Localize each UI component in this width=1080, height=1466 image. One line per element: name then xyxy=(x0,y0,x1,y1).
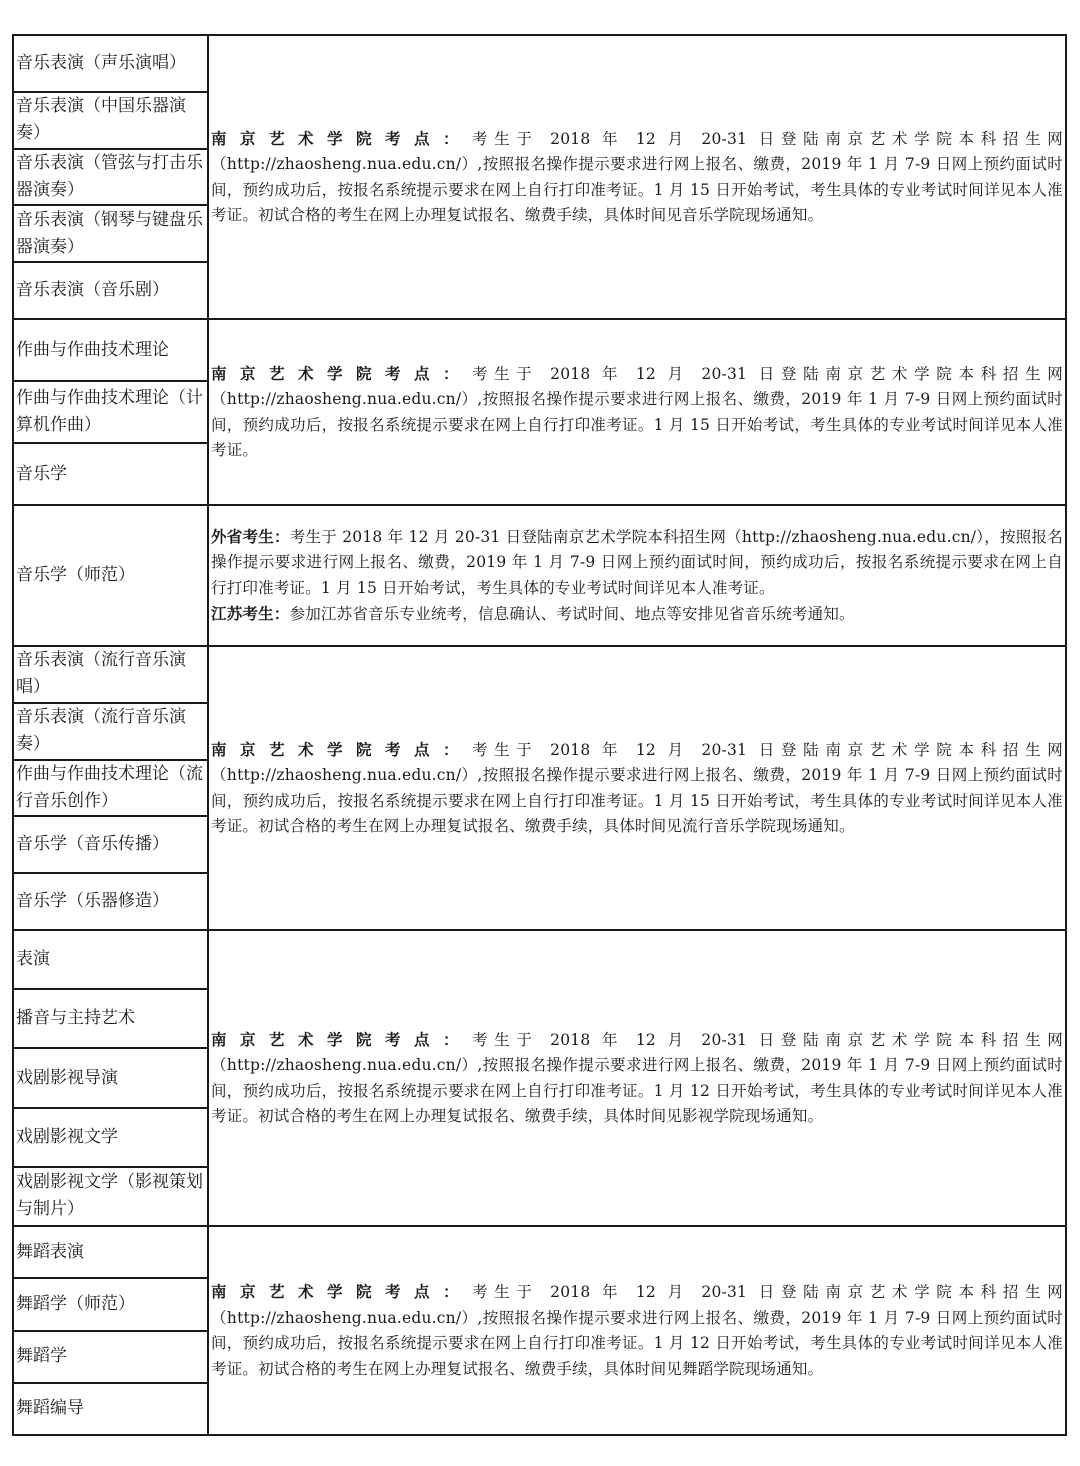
major-cell: 音乐表演（流行音乐演唱） xyxy=(14,647,207,704)
exam-site-label: 南京艺术学院考点： xyxy=(211,1029,472,1049)
major-cell: 音乐表演（中国乐器演奏） xyxy=(14,93,207,150)
exam-info-text: 考生于 2018 年 12 月 20-31 日登陆南京艺术学院本科招生网（http://zhaosheng.nua.edu.cn/），按照报名操作提示要求进行网上报名、缴费，2019 年 1 月 7-9 日网上预约面试时间，预约成功后，按报名系统提示要求在网上自行打印准考证。1 月 15 日开始考试，考生具体的专业考试时间详见本人准考证。 xyxy=(211,527,1063,597)
table-row-group xyxy=(14,647,1065,931)
exam-info-paragraph xyxy=(211,601,1063,628)
exam-info-cell xyxy=(209,647,1065,929)
major-cell: 音乐学（师范） xyxy=(16,565,135,585)
major-cell: 舞蹈学（师范） xyxy=(14,1279,207,1331)
major-cell: 音乐表演（管弦与打击乐器演奏） xyxy=(14,150,207,207)
major-cell: 音乐学（音乐传播） xyxy=(14,817,207,874)
major-cell: 舞蹈表演 xyxy=(14,1227,207,1279)
exam-info-cell xyxy=(209,931,1065,1225)
major-cell: 作曲与作曲技术理论（计算机作曲） xyxy=(14,382,207,444)
exam-info-text: 参加江苏省音乐专业统考，信息确认、考试时间、地点等安排见省音乐统考通知。 xyxy=(289,605,855,623)
exam-info-paragraph xyxy=(211,361,1063,464)
major-cell: 戏剧影视文学 xyxy=(14,1109,207,1168)
exam-info-paragraph xyxy=(211,524,1063,602)
exam-info-cell xyxy=(209,320,1065,504)
major-cell: 音乐表演（流行音乐演奏） xyxy=(14,704,207,761)
major-cell: 播音与主持艺术 xyxy=(14,990,207,1049)
major-cell: 音乐学（乐器修造） xyxy=(16,891,169,912)
major-cell: 音乐表演（钢琴与键盘乐器演奏） xyxy=(14,206,207,263)
table-row-group xyxy=(14,931,1065,1227)
exam-site-label: 江苏考生： xyxy=(211,604,290,623)
major-cell: 作曲与作曲技术理论 xyxy=(14,320,207,382)
exam-info-text: 考生于 2018 年 12 月 20-31 日登陆南京艺术学院本科招生网（http://zhaosheng.nua.edu.cn/）,按照报名操作提示要求进行网上报名、缴费，2019 年 1 月 7-9 日网上预约面试时间，预约成功后，按报名系统提示要求在网上自行打印准考证。1 月 15 日开始考试，考生具体的专业考试时间详见本人准考证。初试合格的考生在网上办理复试报名、缴费手续，具体时间见音乐学院现场通知。 xyxy=(211,129,1063,224)
exam-info-cell xyxy=(209,1227,1065,1434)
major-column xyxy=(14,647,209,929)
major-cell: 音乐表演（声乐演唱） xyxy=(14,36,207,93)
exam-site-label: 南京艺术学院考点： xyxy=(211,1282,472,1301)
major-column xyxy=(14,36,209,318)
exam-site-label: 南京艺术学院考点： xyxy=(211,128,472,148)
exam-info-paragraph xyxy=(211,737,1063,840)
table-row-group xyxy=(14,320,1065,506)
major-cell: 音乐学 xyxy=(16,463,67,484)
exam-info-paragraph xyxy=(211,126,1063,229)
exam-info-text: 考生于 2018 年 12 月 20-31 日登陆南京艺术学院本科招生网（http://zhaosheng.nua.edu.cn/）,按照报名操作提示要求进行网上报名、缴费，2019 年 1 月 7-9 日网上预约面试时间，预约成功后，按报名系统提示要求在网上自行打印准考证。1 月 12 日开始考试，考生具体的专业考试时间详见本人准考证。初试合格的考生在网上办理复试报名、缴费手续，具体时间见舞蹈学院现场通知。 xyxy=(211,1283,1063,1378)
admission-table xyxy=(12,34,1067,1436)
exam-info-text: 考生于 2018 年 12 月 20-31 日登陆南京艺术学院本科招生网（http://zhaosheng.nua.edu.cn/）,按照报名操作提示要求进行网上报名、缴费，2019 年 1 月 7-9 日网上预约面试时间，预约成功后，按报名系统提示要求在网上自行打印准考证。1 月 15 日开始考试，考生具体的专业考试时间详见本人准考证。 xyxy=(211,364,1063,459)
major-cell: 音乐表演（音乐剧） xyxy=(16,280,169,301)
exam-info-text: 考生于 2018 年 12 月 20-31 日登陆南京艺术学院本科招生网（http://zhaosheng.nua.edu.cn/）,按照报名操作提示要求进行网上报名、缴费，2019 年 1 月 7-9 日网上预约面试时间，预约成功后，按报名系统提示要求在网上自行打印准考证。1 月 12 日开始考试，考生具体的专业考试时间详见本人准考证。初试合格的考生在网上办理复试报名、缴费手续，具体时间见影视学院现场通知。 xyxy=(211,1030,1063,1125)
exam-site-label: 外省考生： xyxy=(211,526,290,546)
exam-site-label: 南京艺术学院考点： xyxy=(211,739,472,759)
table-row-group xyxy=(14,1227,1065,1434)
major-cell: 舞蹈学 xyxy=(14,1332,207,1384)
major-cell: 戏剧影视导演 xyxy=(14,1049,207,1108)
major-column xyxy=(14,931,209,1225)
major-column xyxy=(14,320,209,504)
exam-info-paragraph xyxy=(211,1027,1063,1130)
major-column xyxy=(14,1227,209,1434)
major-cell: 作曲与作曲技术理论（流行音乐创作） xyxy=(14,761,207,818)
major-cell: 戏剧影视文学（影视策划与制片） xyxy=(16,1172,203,1220)
major-cell: 表演 xyxy=(14,931,207,990)
major-cell: 舞蹈编导 xyxy=(16,1398,84,1419)
table-row-group xyxy=(14,36,1065,320)
table-row-group xyxy=(14,506,1065,647)
exam-info-paragraph xyxy=(211,1279,1063,1382)
exam-info-cell xyxy=(209,36,1065,318)
exam-info-text: 考生于 2018 年 12 月 20-31 日登陆南京艺术学院本科招生网（http://zhaosheng.nua.edu.cn/）,按照报名操作提示要求进行网上报名、缴费，2019 年 1 月 7-9 日网上预约面试时间，预约成功后，按报名系统提示要求在网上自行打印准考证。1 月 15 日开始考试，考生具体的专业考试时间详见本人准考证。初试合格的考生在网上办理复试报名、缴费手续，具体时间见流行音乐学院现场通知。 xyxy=(211,740,1063,835)
major-column xyxy=(14,506,209,645)
exam-info-cell xyxy=(209,506,1065,645)
exam-site-label: 南京艺术学院考点： xyxy=(211,363,472,383)
